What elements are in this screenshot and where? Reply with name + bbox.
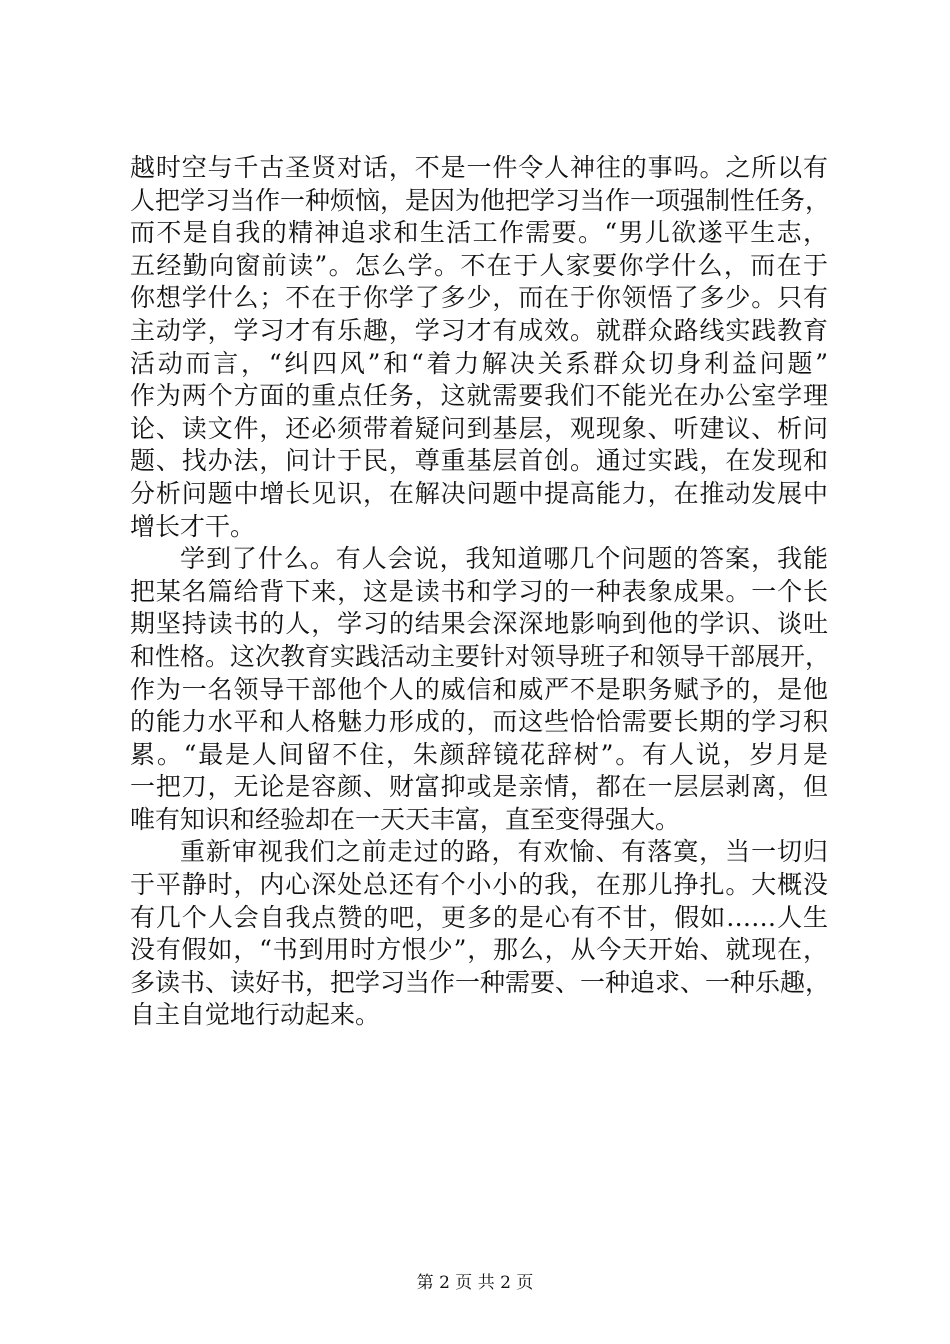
document-body <box>130 152 831 1032</box>
text-line: 分析问题中增长见识，在解决问题中提高能力，在推动发展中 <box>130 478 828 508</box>
text-line: 自主自觉地行动起来。 <box>130 1000 381 1030</box>
text-line: 作为两个方面的重点任务，这就需要我们不能光在办公室学理 <box>130 381 828 411</box>
text-line: 主动学，学习才有乐趣，学习才有成效。就群众路线实践教育 <box>130 315 828 345</box>
text-line: 学到了什么。有人会说，我知道哪几个问题的答案，我能 <box>180 544 828 574</box>
text-line: 增长才干。 <box>130 511 256 541</box>
text-line: 而不是自我的精神追求和生活工作需要。“男儿欲遂平生志， <box>130 218 828 248</box>
paragraph-1 <box>130 152 831 543</box>
text-line: 越时空与千古圣贤对话，不是一件令人神往的事吗。之所以有 <box>130 153 828 182</box>
page-number-footer: 第 2 页 共 2 页 <box>416 1273 534 1293</box>
text-line: 重新审视我们之前走过的路，有欢愉、有落寞，当一切归 <box>180 837 828 867</box>
text-line: 没有假如，“书到用时方恨少”，那么，从今天开始、就现在， <box>130 935 828 965</box>
text-line: 五经勤向窗前读”。怎么学。不在于人家要你学什么，而在于 <box>130 250 828 280</box>
text-line: 唯有知识和经验却在一天天丰富，直至变得强大。 <box>130 804 681 834</box>
text-line: 期坚持读书的人，学习的结果会深深地影响到他的学识、谈吐 <box>130 609 828 639</box>
text-line: 作为一名领导干部他个人的威信和威严不是职务赋予的，是他 <box>130 674 828 704</box>
text-line: 论、读文件，还必须带着疑问到基层，观现象、听建议、析问 <box>130 413 828 443</box>
text-line: 累。“最是人间留不住，朱颜辞镜花辞树”。有人说，岁月是 <box>130 739 828 769</box>
text-line: 活动而言，“纠四风”和“着力解决关系群众切身利益问题” <box>130 348 828 378</box>
paragraph-2 <box>130 543 831 836</box>
text-line: 你想学什么；不在于你学了多少，而在于你领悟了多少。只有 <box>130 283 828 313</box>
paragraph-3 <box>130 836 831 1032</box>
text-line: 和性格。这次教育实践活动主要针对领导班子和领导干部展开， <box>130 641 831 671</box>
text-line: 于平静时，内心深处总还有个小小的我，在那儿挣扎。大概没 <box>130 870 828 900</box>
text-line: 人把学习当作一种烦恼，是因为他把学习当作一项强制性任务， <box>130 185 831 215</box>
text-line: 多读书、读好书，把学习当作一种需要、一种追求、一种乐趣， <box>130 967 831 997</box>
text-line: 一把刀，无论是容颜、财富抑或是亲情，都在一层层剥离，但 <box>130 772 828 802</box>
text-line: 题、找办法，问计于民，尊重基层首创。通过实践，在发现和 <box>130 446 828 476</box>
text-line: 有几个人会自我点赞的吧，更多的是心有不甘，假如……人生 <box>130 902 828 932</box>
text-line: 把某名篇给背下来，这是读书和学习的一种表象成果。一个长 <box>130 576 828 606</box>
text-line: 的能力水平和人格魅力形成的，而这些恰恰需要长期的学习积 <box>130 707 828 737</box>
